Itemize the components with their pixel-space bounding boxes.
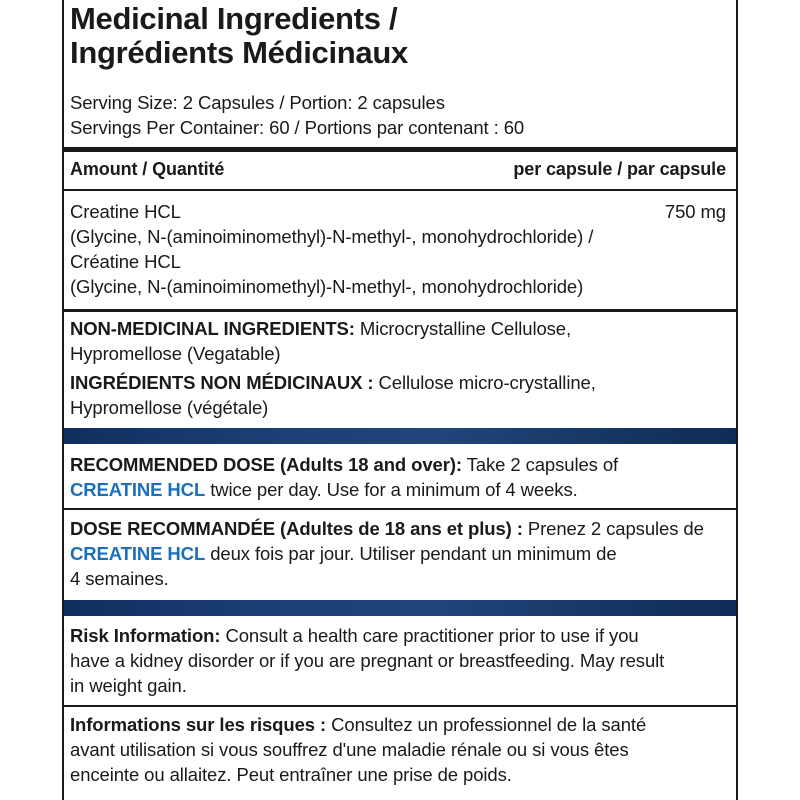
ingredient-name: Creatine HCL — [70, 201, 181, 222]
risk-en-text: Consult a health care practitioner prior to use if you — [220, 625, 639, 646]
title-line-1: Medicinal Ingredients / — [70, 1, 398, 36]
non-medicinal-en — [70, 318, 571, 340]
divider — [64, 508, 736, 510]
dose-fr-label: DOSE RECOMMANDÉE (Adultes de 18 ans et plus) : — [70, 518, 523, 539]
dose-fr — [70, 518, 704, 540]
risk-en-label: Risk Information: — [70, 625, 221, 646]
ingredient-chem-1: (Glycine, N-(aminoiminomethyl)-N-methyl-, monohydrochloride) / — [70, 226, 594, 247]
non-medicinal-fr-cont: Hypromellose (végétale) — [70, 397, 269, 418]
risk-fr-cont-2: enceinte ou allaitez. Peut entraîner une prise de poids. — [70, 764, 512, 785]
dose-fr-cont-2: 4 semaines. — [70, 568, 169, 589]
dose-en-cont — [70, 479, 578, 501]
risk-en-cont-2: in weight gain. — [70, 675, 187, 696]
divider — [64, 309, 736, 312]
navy-band — [64, 600, 736, 616]
per-capsule-header: per capsule / par capsule — [513, 159, 726, 179]
ingredient-chem-2: (Glycine, N-(aminoiminomethyl)-N-methyl-, monohydrochloride) — [70, 276, 584, 297]
dose-en-text: Take 2 capsules of — [461, 454, 619, 475]
risk-en — [70, 625, 639, 647]
risk-fr-text: Consultez un professionnel de la santé — [326, 714, 647, 735]
risk-fr-label: Informations sur les risques : — [70, 714, 327, 735]
dose-en-product: CREATINE HCL — [70, 479, 206, 500]
dose-fr-text: Prenez 2 capsules de — [522, 518, 704, 539]
divider — [64, 189, 736, 191]
supplement-facts-label — [62, 0, 738, 800]
ingredient-name-fr: Créatine HCL — [70, 251, 181, 272]
navy-band — [64, 428, 736, 444]
dose-fr-cont — [70, 543, 617, 565]
risk-fr-cont: avant utilisation si vous souffrez d'une maladie rénale ou si vous êtes — [70, 739, 629, 760]
thick-divider — [64, 147, 736, 152]
dose-fr-product: CREATINE HCL — [70, 543, 206, 564]
non-medicinal-en-text: Microcrystalline Cellulose, — [354, 318, 572, 339]
dose-en-text-2: twice per day. Use for a minimum of 4 weeks. — [205, 479, 578, 500]
risk-en-cont: have a kidney disorder or if you are pregnant or breastfeeding. May result — [70, 650, 665, 671]
amount-header: Amount / Quantité — [70, 159, 225, 179]
serving-size: Serving Size: 2 Capsules / Portion: 2 capsules — [70, 92, 445, 113]
non-medicinal-fr-text: Cellulose micro-crystalline, — [373, 372, 596, 393]
title-line-2: Ingrédients Médicinaux — [70, 35, 408, 70]
dose-fr-text-2: deux fois par jour. Utiliser pendant un minimum de — [205, 543, 617, 564]
risk-fr — [70, 714, 646, 736]
servings-per-container: Servings Per Container: 60 / Portions par contenant : 60 — [70, 117, 525, 138]
non-medicinal-en-label: NON-MEDICINAL INGREDIENTS: — [70, 318, 355, 339]
dose-en — [70, 454, 618, 476]
ingredient-amount: 750 mg — [664, 201, 726, 222]
non-medicinal-fr-label: INGRÉDIENTS NON MÉDICINAUX : — [70, 372, 374, 393]
non-medicinal-fr — [70, 372, 596, 394]
non-medicinal-en-cont: Hypromellose (Vegatable) — [70, 343, 281, 364]
divider — [64, 705, 736, 707]
dose-en-label: RECOMMENDED DOSE (Adults 18 and over): — [70, 454, 462, 475]
